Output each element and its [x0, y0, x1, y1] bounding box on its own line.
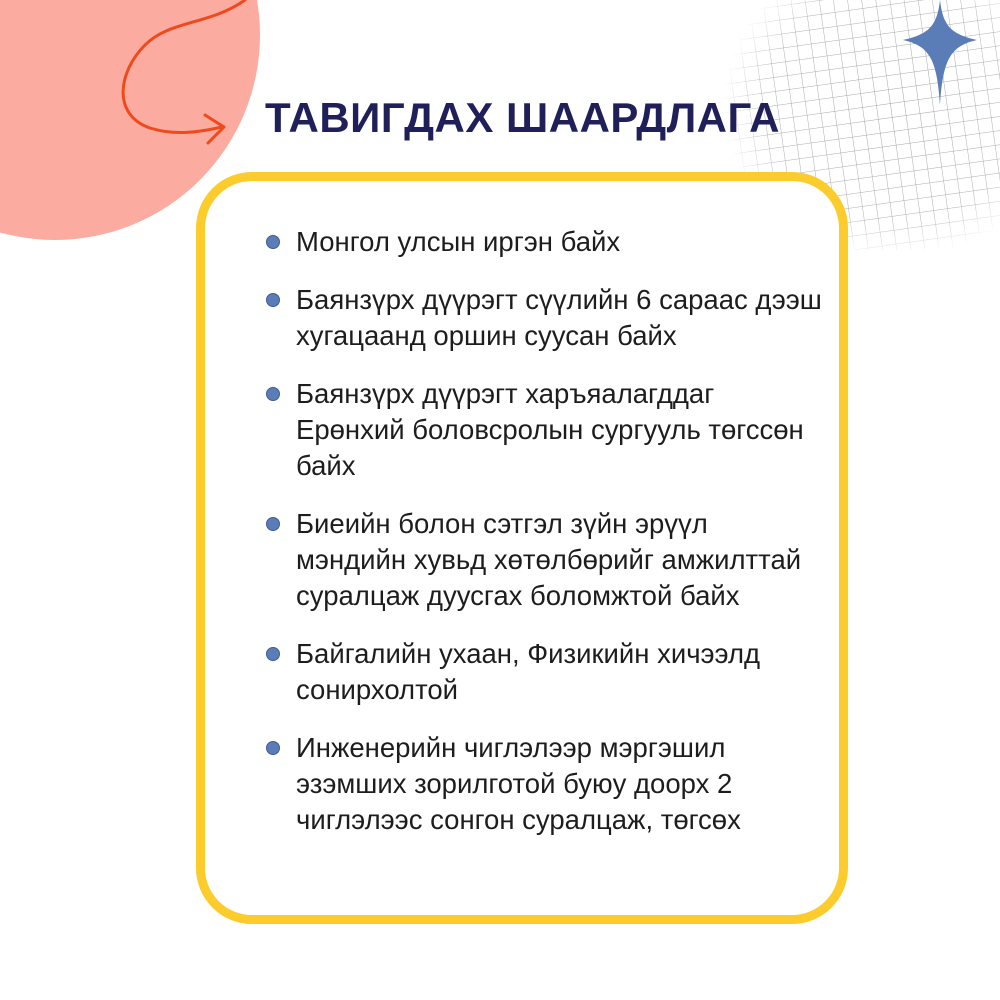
sparkle-star-icon — [895, 0, 985, 110]
list-item-text: Биеийн болон сэтгэл зүйн эрүүл мэндийн хувьд хөтөлбөрийг амжилттай суралцаж дуусгах боломжтой байх — [296, 508, 802, 611]
list-item — [262, 376, 822, 484]
bullet-dot-icon — [266, 741, 280, 755]
bullet-dot-icon — [266, 235, 280, 249]
list-item — [262, 224, 822, 260]
list-item — [262, 730, 822, 838]
list-item-text: Баянзүрх дүүрэгт сүүлийн 6 сараас дээш хугацаанд оршин суусан байх — [296, 284, 822, 351]
bullet-dot-icon — [266, 647, 280, 661]
bullet-dot-icon — [266, 517, 280, 531]
curved-arrow-icon — [0, 0, 300, 170]
requirements-list — [262, 224, 822, 860]
list-item — [262, 636, 822, 708]
list-item-text: Баянзүрх дүүрэгт харъяалагддаг Ерөнхий боловсролын сургууль төгссөн байх — [296, 378, 804, 481]
bullet-dot-icon — [266, 387, 280, 401]
list-item-text: Монгол улсын иргэн байх — [296, 226, 621, 257]
page-title: ТАВИГДАХ ШААРДЛАГА — [265, 94, 781, 141]
list-item-text: Байгалийн ухаан, Физикийн хичээлд сонирхолтой — [296, 638, 761, 705]
bullet-dot-icon — [266, 293, 280, 307]
list-item — [262, 506, 822, 614]
list-item — [262, 282, 822, 354]
list-item-text: Инженерийн чиглэлээр мэргэшил эзэмших зорилготой буюу доорх 2 чиглэлээс сонгон суралцаж, төгсөх — [296, 732, 741, 835]
